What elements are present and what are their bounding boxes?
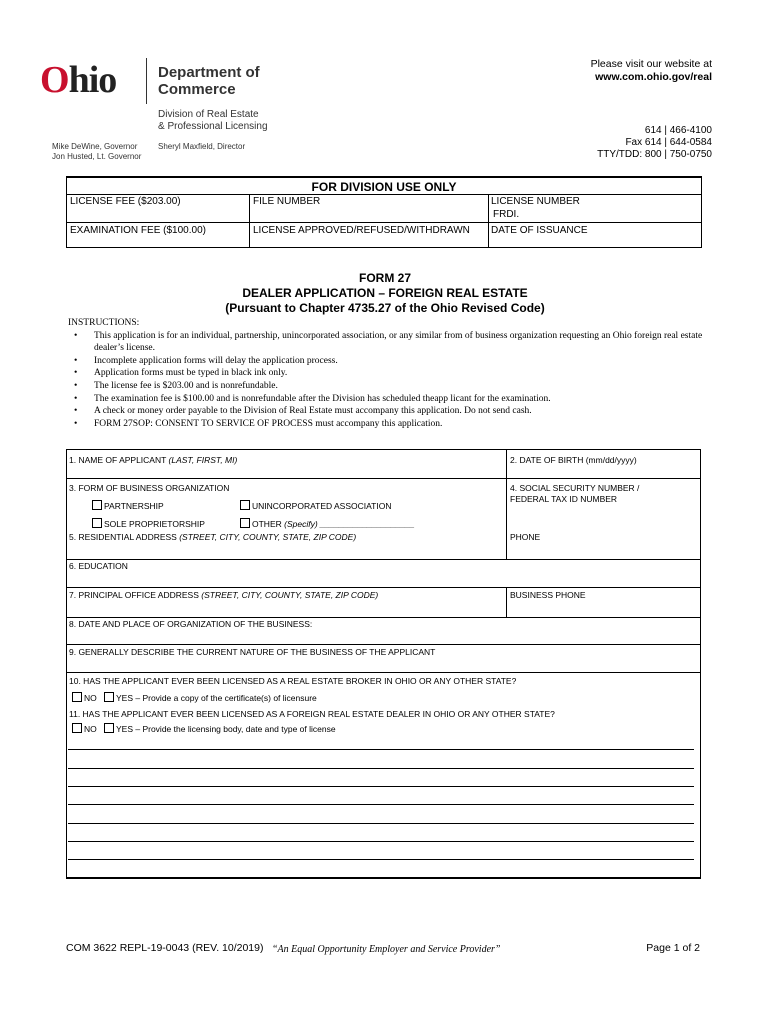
checkbox-icon	[240, 518, 250, 528]
applicant-name-field[interactable]: 1. NAME OF APPLICANT (LAST, FIRST, MI)	[69, 455, 238, 465]
director-name: Sheryl Maxfield, Director	[158, 142, 246, 151]
exam-fee-label: EXAMINATION FEE ($100.00)	[70, 225, 206, 236]
foreign-dealer-license-question: 11. HAS THE APPLICANT EVER BEEN LICENSED AS A FOREIGN REAL ESTATE DEALER IN OHIO OR ANY OTHER STATE?	[69, 709, 555, 719]
form-title: DEALER APPLICATION – FOREIGN REAL ESTATE	[242, 286, 528, 300]
partnership-option[interactable]: PARTNERSHIP	[92, 500, 164, 511]
instruction-item: • FORM 27SOP: CONSENT TO SERVICE OF PROCESS must accompany this application.	[94, 418, 708, 431]
ohio-logo: Ohio	[40, 59, 117, 101]
instruction-item: • This application is for an individual, partnership, unincorporated association, or any similar from of business organization requesting an Ohio foreign real estate dealer’s license.	[94, 330, 708, 355]
sole-proprietorship-option[interactable]: SOLE PROPRIETORSHIP	[92, 518, 205, 529]
form-subtitle: (Pursuant to Chapter 4735.27 of the Ohio Revised Code)	[225, 301, 545, 315]
education-field[interactable]: 6. EDUCATION	[69, 561, 128, 571]
write-in-line[interactable]	[68, 786, 694, 787]
checkbox-icon	[240, 500, 250, 510]
license-approved-label: LICENSE APPROVED/REFUSED/WITHDRAWN	[253, 225, 470, 236]
checkbox-icon	[92, 500, 102, 510]
checkbox-icon	[72, 723, 82, 733]
phone-number: 614 | 466-4100	[644, 125, 712, 136]
instruction-item: • Application forms must be typed in black ink only.	[94, 367, 708, 380]
license-fee-label: LICENSE FEE ($203.00)	[70, 196, 181, 207]
instructions-heading: INSTRUCTIONS:	[68, 318, 140, 328]
broker-license-yes-option[interactable]: YES – Provide a copy of the certificate(s) of licensure	[104, 692, 317, 703]
broker-license-no-option[interactable]: NO	[72, 692, 97, 703]
equal-opportunity-tagline: “An Equal Opportunity Employer and Service Provider”	[272, 944, 501, 955]
business-organization-label: 3. FORM OF BUSINESS ORGANIZATION	[69, 483, 230, 493]
license-prefix: FRDI.	[493, 209, 520, 220]
form-number: FORM 27	[358, 271, 411, 285]
write-in-line[interactable]	[68, 749, 694, 750]
governor-names: Mike DeWine, Governor Jon Husted, Lt. Governor	[52, 142, 142, 161]
checkbox-icon	[104, 723, 114, 733]
principal-office-address-field[interactable]: 7. PRINCIPAL OFFICE ADDRESS (STREET, CITY, COUNTY, STATE, ZIP CODE)	[69, 590, 379, 600]
foreign-dealer-no-option[interactable]: NO	[72, 723, 97, 734]
file-number-label: FILE NUMBER	[253, 196, 321, 207]
fax-number: Fax 614 | 644-0584	[625, 137, 712, 148]
ssn-tax-id-field[interactable]: 4. SOCIAL SECURITY NUMBER / FEDERAL TAX ID NUMBER	[510, 483, 640, 504]
write-in-line[interactable]	[68, 823, 694, 824]
department-name: Department of Commerce	[158, 64, 260, 98]
phone-field[interactable]: PHONE	[510, 532, 541, 542]
foreign-dealer-yes-option[interactable]: YES – Provide the licensing body, date and type of license	[104, 723, 336, 734]
write-in-line[interactable]	[68, 841, 694, 842]
business-nature-field[interactable]: 9. GENERALLY DESCRIBE THE CURRENT NATURE OF THE BUSINESS OF THE APPLICANT	[69, 647, 436, 657]
checkbox-icon	[72, 692, 82, 702]
business-phone-field[interactable]: BUSINESS PHONE	[510, 590, 586, 600]
website-link[interactable]: www.com.ohio.gov/real	[595, 71, 712, 83]
instruction-item: • The license fee is $203.00 and is nonrefundable.	[94, 380, 708, 393]
website-notice: Please visit our website at www.com.ohio.gov/real	[590, 58, 712, 83]
instruction-item: • A check or money order payable to the Division of Real Estate must accompany this application. Do not send cash.	[94, 405, 708, 418]
organization-date-place-field[interactable]: 8. DATE AND PLACE OF ORGANIZATION OF THE BUSINESS:	[69, 619, 313, 629]
date-of-issuance-label: DATE OF ISSUANCE	[491, 225, 588, 236]
instruction-item: • Incomplete application forms will delay the application process.	[94, 355, 708, 368]
form-code: COM 3622 REPL-19-0043 (REV. 10/2019)	[66, 942, 264, 954]
checkbox-icon	[92, 518, 102, 528]
unincorporated-association-option[interactable]: UNINCORPORATED ASSOCIATION	[240, 500, 391, 511]
date-of-birth-field[interactable]: 2. DATE OF BIRTH (mm/dd/yyyy)	[510, 455, 637, 465]
residential-address-field[interactable]: 5. RESIDENTIAL ADDRESS (STREET, CITY, COUNTY, STATE, ZIP CODE)	[69, 532, 357, 542]
instruction-item: • The examination fee is $100.00 and is nonrefundable after the Division has scheduled theapp licant for the examination.	[94, 393, 708, 406]
page-number: Page 1 of 2	[646, 942, 700, 954]
division-use-title: FOR DIVISION USE ONLY	[311, 180, 457, 194]
checkbox-icon	[104, 692, 114, 702]
other-option[interactable]: OTHER (Specify) ____________________	[240, 518, 415, 529]
write-in-line[interactable]	[68, 768, 694, 769]
write-in-line[interactable]	[68, 859, 694, 860]
license-number-label: LICENSE NUMBER	[491, 196, 580, 207]
write-in-line[interactable]	[68, 804, 694, 805]
division-name: Division of Real Estate & Professional Licensing	[158, 109, 268, 132]
tty-number: TTY/TDD: 800 | 750-0750	[597, 149, 712, 160]
broker-license-question: 10. HAS THE APPLICANT EVER BEEN LICENSED AS A REAL ESTATE BROKER IN OHIO OR ANY OTHER STATE?	[69, 676, 517, 686]
